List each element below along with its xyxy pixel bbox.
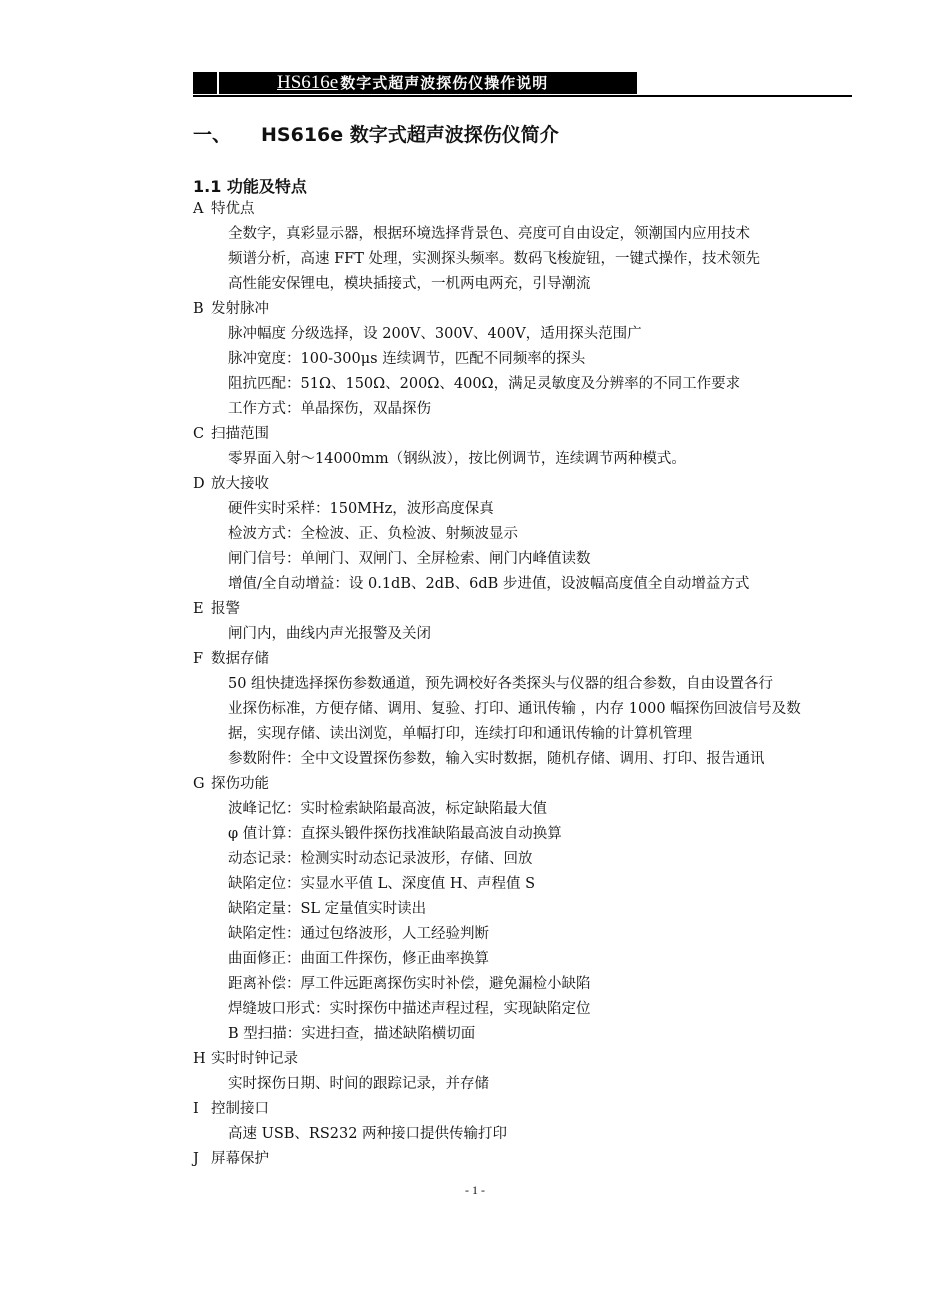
section-item-letter: H <box>193 1051 206 1067</box>
section-item-label: 探伤功能 <box>211 776 269 792</box>
section-item-title <box>193 772 858 797</box>
feature-line: 参数附件：全中文设置探伤参数，输入实时数据，随机存储、调用、打印、报告通讯 <box>228 751 765 767</box>
feature-line: 检波方式：全检波、正、负检波、射频波显示 <box>228 526 518 542</box>
section-item-label: 发射脉冲 <box>211 301 269 317</box>
feature-line: 工作方式：单晶探伤，双晶探伤 <box>228 401 431 417</box>
chapter-number: 一、 <box>193 124 232 146</box>
chapter-heading <box>193 120 559 147</box>
header-rule <box>193 95 852 97</box>
section-item-title <box>193 197 858 222</box>
feature-line: 增值/全自动增益：设 0.1dB、2dB、6dB 步进值，设波幅高度值全自动增益方式 <box>228 576 750 592</box>
section-item-title <box>193 422 858 447</box>
page-header <box>193 70 852 96</box>
section-item-letter: I <box>193 1101 199 1117</box>
feature-line: 50 组快捷选择探伤参数通道，预先调校好各类探头与仪器的组合参数，自由设置各行 <box>228 676 774 692</box>
section-item-label: 放大接收 <box>211 476 269 492</box>
feature-line: 阻抗匹配：51Ω、150Ω、200Ω、400Ω，满足灵敏度及分辨率的不同工作要求 <box>228 376 741 392</box>
header-block-small <box>193 72 217 94</box>
feature-line: 实时探伤日期、时间的跟踪记录，并存储 <box>228 1076 489 1092</box>
section-item-title <box>193 472 858 497</box>
feature-line: 波峰记忆：实时检索缺陷最高波，标定缺陷最大值 <box>228 801 547 817</box>
section-item-title <box>193 647 858 672</box>
section-item-letter: G <box>193 776 205 792</box>
section-item-title <box>193 1147 858 1172</box>
section-heading: 1.1 功能及特点 <box>193 177 307 196</box>
section-item-label: 实时时钟记录 <box>211 1051 298 1067</box>
section-item-label: 屏幕保护 <box>211 1151 269 1167</box>
section-item-title <box>193 597 858 622</box>
feature-line: 高性能安保锂电，模块插接式，一机两电两充，引导潮流 <box>228 276 591 292</box>
feature-line: 据，实现存储、读出浏览，单幅打印，连续打印和通讯传输的计算机管理 <box>228 726 692 742</box>
page-number: - 1 - <box>465 1183 485 1197</box>
feature-line: 频谱分析，高速 FFT 处理，实测探头频率。数码飞梭旋钮，一键式操作，技术领先 <box>228 251 761 267</box>
section-item-label: 控制接口 <box>211 1101 269 1117</box>
header-model: HS616e <box>277 72 339 93</box>
section-item-letter: A <box>193 201 204 217</box>
section-item-title <box>193 1097 858 1122</box>
feature-line: 缺陷定性：通过包络波形，人工经验判断 <box>228 926 489 942</box>
header-title: 数字式超声波探伤仪操作说明 <box>340 74 549 92</box>
feature-line: B 型扫描：实进扫查，描述缺陷横切面 <box>228 1026 476 1042</box>
section-item-label: 扫描范围 <box>211 426 269 442</box>
feature-line: 曲面修正：曲面工件探伤，修正曲率换算 <box>228 951 489 967</box>
feature-line: 闸门内，曲线内声光报警及关闭 <box>228 626 431 642</box>
section-item-letter: C <box>193 426 205 442</box>
feature-line: 动态记录：检测实时动态记录波形，存储、回放 <box>228 851 533 867</box>
feature-line: 业探伤标准，方便存储、调用、复验、打印、通讯传输 ，内存 1000 幅探伤回波信号及数 <box>228 701 801 717</box>
feature-line: φ 值计算：直探头锻件探伤找准缺陷最高波自动换算 <box>228 826 562 842</box>
section-item-label: 特优点 <box>211 201 255 217</box>
feature-line: 脉冲宽度：100-300μs 连续调节，匹配不同频率的探头 <box>228 351 586 367</box>
section-item-title <box>193 1047 858 1072</box>
feature-line: 高速 USB、RS232 两种接口提供传输打印 <box>228 1126 508 1142</box>
section-item-label: 数据存储 <box>211 651 269 667</box>
section-item-label: 报警 <box>211 601 240 617</box>
feature-line: 脉冲幅度 分级选择，设 200V、300V、400V，适用探头范围广 <box>228 326 642 342</box>
header-text <box>277 71 548 95</box>
feature-list <box>193 197 858 1172</box>
feature-line: 闸门信号：单闸门、双闸门、全屏检索、闸门内峰值读数 <box>228 551 591 567</box>
section-item-letter: J <box>193 1151 199 1167</box>
feature-line: 硬件实时采样：150MHz，波形高度保真 <box>228 501 494 517</box>
feature-line: 距离补偿：厚工件远距离探伤实时补偿，避免漏检小缺陷 <box>228 976 591 992</box>
feature-line: 零界面入射～14000mm（钢纵波），按比例调节，连续调节两种模式。 <box>228 451 686 467</box>
section-item-letter: E <box>193 601 204 617</box>
feature-line: 缺陷定量：SL 定量值实时读出 <box>228 901 427 917</box>
feature-line: 缺陷定位：实显水平值 L、深度值 H、声程值 S <box>228 876 536 892</box>
section-item-letter: F <box>193 651 204 667</box>
section-item-title <box>193 297 858 322</box>
feature-line: 全数字，真彩显示器，根据环境选择背景色、亮度可自由设定，领潮国内应用技术 <box>228 226 750 242</box>
section-item-letter: D <box>193 476 205 492</box>
section-item-letter: B <box>193 301 204 317</box>
chapter-title: HS616e 数字式超声波探伤仪简介 <box>261 124 559 146</box>
feature-line: 焊缝坡口形式：实时探伤中描述声程过程，实现缺陷定位 <box>228 1001 591 1017</box>
